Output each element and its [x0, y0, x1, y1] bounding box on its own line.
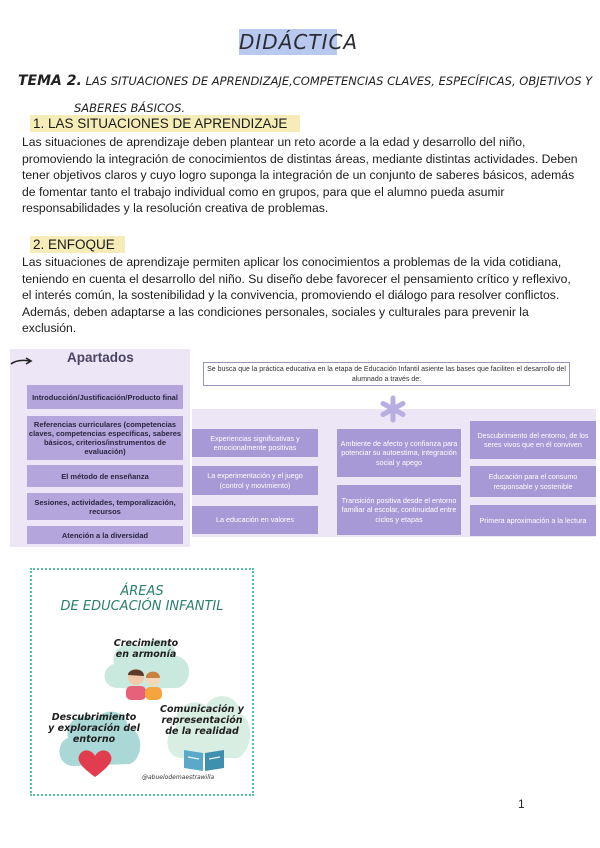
- section-text-enfoque: Las situaciones de aprendizaje permiten aplicar los conocimientos a problemas de la vida cotidiana, teniendo en cuenta el desarrollo del niño. Su diseño debe favorecer el pensamiento crítico y reflexivo, el interés común, la sostenibilidad y la convivencia, promoviendo el diálogo para resolver conflictos. Además, deben adaptarse a las condiciones personales, sociales y culturales para prevenir la exclusión.: [22, 255, 571, 335]
- apartados-diagram: [10, 349, 596, 547]
- practice-card: Ambiente de afecto y confianza para potenciar su autoestima, integración social y apego: [337, 429, 461, 477]
- apartado-item: Introducción/Justificación/Producto final: [27, 385, 183, 409]
- area-crecimiento: Crecimiento en armonía: [113, 638, 179, 660]
- practice-card: La experimentación y el juego (control y movimiento): [192, 466, 318, 495]
- areas-title-line2: DE EDUCACIÓN INFANTIL: [60, 599, 224, 614]
- apartado-item: Atención a la diversidad: [27, 526, 183, 544]
- arrow-icon: [10, 354, 34, 368]
- image-credit: @abuelodemaestrawilla: [142, 774, 215, 781]
- topic-label: TEMA 2.: [18, 73, 82, 89]
- areas-title-line1: ÁREAS: [120, 584, 164, 599]
- asterisk-icon: [379, 395, 407, 423]
- section-heading-enfoque: 2. ENFOQUE: [30, 236, 125, 253]
- areas-title: [32, 584, 252, 614]
- areas-illustration: [30, 568, 254, 796]
- practice-card: Descubrimiento del entorno, de los seres vivos que en él conviven: [470, 421, 596, 459]
- family-icon: [120, 666, 170, 700]
- apartados-panel: [10, 349, 190, 547]
- section-heading-situaciones: 1. LAS SITUACIONES DE APRENDIZAJE: [30, 115, 300, 132]
- practices-intro: Se busca que la práctica educativa en la etapa de Educación Infantil asiente las bases que faciliten el desarrollo del alumnado a través de:: [203, 362, 570, 386]
- apartados-title: Apartados: [67, 350, 134, 365]
- practice-card: Transición positiva desde el entorno familiar al escolar, continuidad entre ciclos y etapas: [337, 485, 461, 535]
- apartado-item: El método de enseñanza: [27, 465, 183, 487]
- practice-card: La educación en valores: [192, 506, 318, 534]
- apartado-item: Sesiones, actividades, temporalización, recursos: [27, 493, 183, 520]
- practice-card: Educación para el consumo responsable y sostenible: [470, 466, 596, 497]
- topic-heading: [18, 68, 593, 122]
- practice-card: Primera aproximación a la lectura: [470, 505, 596, 536]
- area-descubrimiento: Descubrimiento y exploración del entorno: [48, 712, 140, 745]
- section-text-situaciones: Las situaciones de aprendizaje deben plantear un reto acorde a la edad y desarrollo del niño, promoviendo la integración de conocimientos de distintas áreas, mediante distintas actividades. Deben tener objetivos claros y cuyo logro suponga la integración de un conjunto de saberes básicos, además de fomentar tanto el trabajo individual como en grupos, para que el alumno pueda asumir responsabilidades y la resolución creativa de problemas.: [22, 135, 578, 215]
- practice-card: Experiencias significativas y emocionalmente positivas: [192, 429, 318, 457]
- area-comunicacion: Comunicación y representación de la realidad: [160, 704, 244, 737]
- document-title: DIDÁCTICA: [239, 30, 359, 54]
- apartado-item: Referencias curriculares (competencias claves, competencias específicas, saberes básicos, criterios/instrumentos de evaluación): [27, 416, 183, 460]
- heart-icon: [76, 748, 114, 778]
- topic-title-line1: LAS SITUACIONES DE APRENDIZAJE,COMPETENCIAS CLAVES, ESPECÍFICAS, OBJETIVOS Y: [85, 74, 593, 88]
- book-icon: [182, 746, 226, 772]
- topic-title-line2: SABERES BÁSICOS.: [74, 101, 186, 115]
- page-number: 1: [518, 797, 525, 811]
